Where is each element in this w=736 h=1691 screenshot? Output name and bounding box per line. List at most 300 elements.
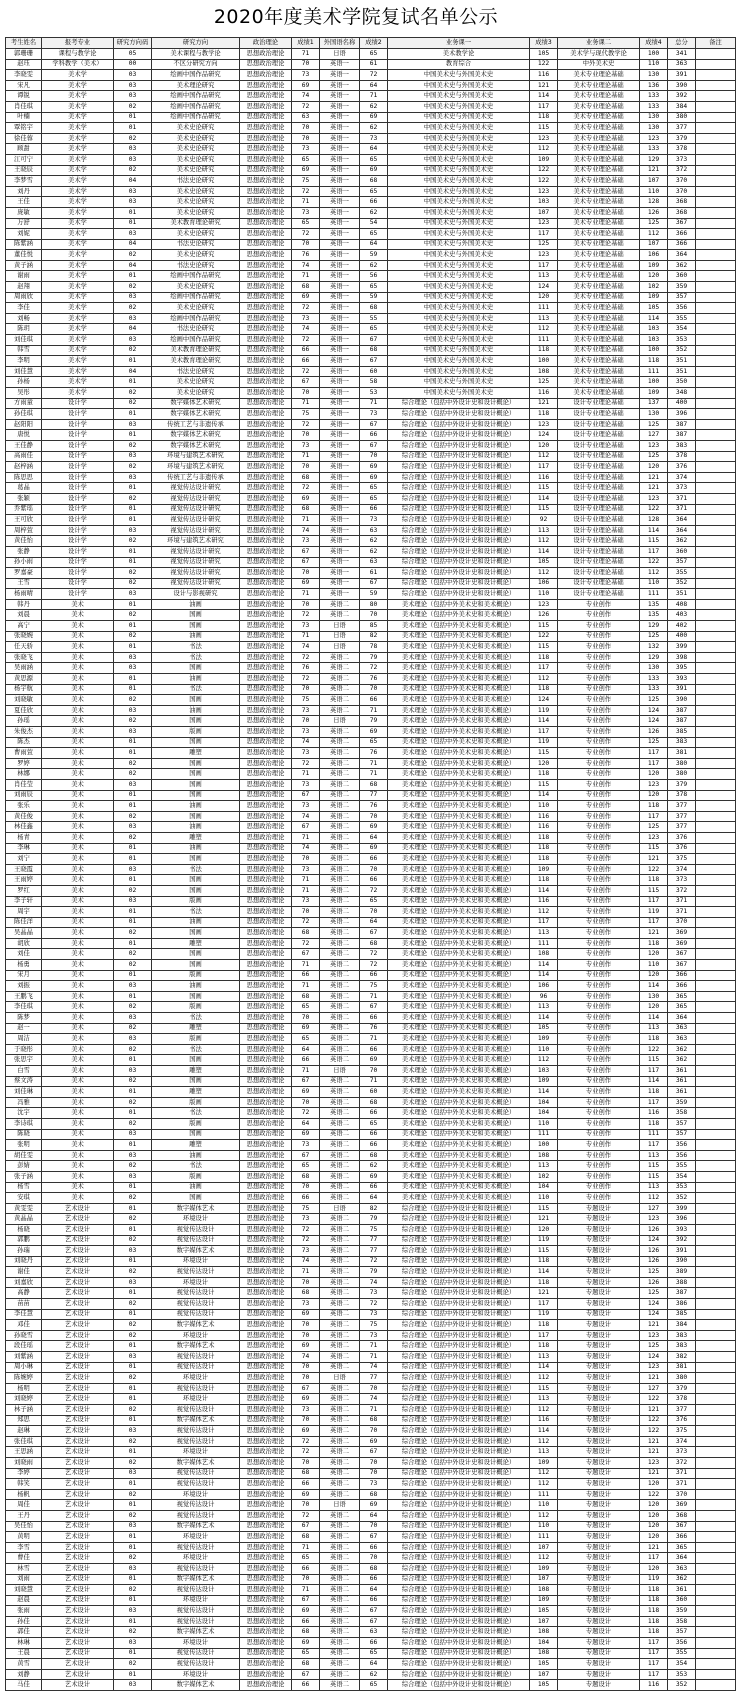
table-cell: 美术专业理论基础 xyxy=(558,250,640,261)
table-cell: 69 xyxy=(292,1426,320,1437)
table-cell: 思想政治理论 xyxy=(240,515,292,526)
table-cell xyxy=(696,631,736,642)
table-cell: 李雪 xyxy=(6,1542,42,1553)
table-cell: 思想政治理论 xyxy=(240,885,292,896)
table-cell: 思想政治理论 xyxy=(240,642,292,653)
table-cell: 美术 xyxy=(42,1023,114,1034)
table-row xyxy=(6,409,736,420)
table-cell: 359 xyxy=(668,282,696,293)
table-cell: 114 xyxy=(530,885,558,896)
table-cell: 综合理论（包括中外设计史和设计概论） xyxy=(388,483,530,494)
table-cell: 数字媒体艺术 xyxy=(152,1574,240,1585)
table-cell: 115 xyxy=(640,843,668,854)
table-cell: 03 xyxy=(114,1171,152,1182)
table-cell xyxy=(696,1659,736,1670)
table-cell: 设计学 xyxy=(42,568,114,579)
table-cell: 118 xyxy=(530,1277,558,1288)
table-cell: 日语 xyxy=(320,1373,360,1384)
table-cell: 72 xyxy=(360,885,388,896)
table-cell: 刘雨辰 xyxy=(6,790,42,801)
table-cell: 118 xyxy=(530,409,558,420)
table-cell: 68 xyxy=(360,1489,388,1500)
table-cell: 123 xyxy=(530,186,558,197)
table-cell: 赵一 xyxy=(6,1023,42,1034)
table-cell: 英语二 xyxy=(320,1383,360,1394)
table-cell: 356 xyxy=(668,1140,696,1151)
table-cell xyxy=(696,260,736,271)
table-cell: 376 xyxy=(668,1415,696,1426)
table-row xyxy=(6,49,736,60)
table-cell: 孙瑶 xyxy=(6,716,42,727)
table-cell: 美术 xyxy=(42,938,114,949)
table-row xyxy=(6,568,736,579)
table-cell: 125 xyxy=(640,451,668,462)
table-cell: 76 xyxy=(292,663,320,674)
table-cell: 353 xyxy=(668,1182,696,1193)
table-cell: 英语一 xyxy=(320,546,360,557)
table-cell: 71 xyxy=(360,1341,388,1352)
table-cell: 杨雪 xyxy=(6,1182,42,1193)
table-cell: 美术专业理论基础 xyxy=(558,112,640,123)
table-cell: 王可欣 xyxy=(6,515,42,526)
table-cell: 03 xyxy=(114,154,152,165)
table-cell: 周洁 xyxy=(6,1034,42,1045)
table-cell: 美术理论（包括中外美术史和美术概论） xyxy=(388,864,530,875)
table-cell: 121 xyxy=(640,1320,668,1331)
table-cell: 01 xyxy=(114,907,152,918)
table-cell: 美术学 xyxy=(42,335,114,346)
table-cell xyxy=(696,356,736,367)
table-cell: 69 xyxy=(292,1129,320,1140)
table-cell: 66 xyxy=(360,504,388,515)
table-cell: 美术 xyxy=(42,1129,114,1140)
table-row xyxy=(6,917,736,928)
table-cell: 专题设计 xyxy=(558,1246,640,1257)
table-cell: 思想政治理论 xyxy=(240,1171,292,1182)
table-cell: 思想政治理论 xyxy=(240,271,292,282)
table-cell: 思想政治理论 xyxy=(240,705,292,716)
table-cell: 120 xyxy=(640,1532,668,1543)
table-cell: 69 xyxy=(292,292,320,303)
table-cell: 110 xyxy=(640,578,668,589)
table-cell: 专题设计 xyxy=(558,1224,640,1235)
table-cell: 肖佳琪 xyxy=(6,101,42,112)
table-cell: 英语二 xyxy=(320,1426,360,1437)
table-cell: 359 xyxy=(668,1097,696,1108)
table-cell: 日语 xyxy=(320,1066,360,1077)
table-cell xyxy=(696,377,736,388)
table-cell: 391 xyxy=(668,1246,696,1257)
table-cell: 视觉传达设计 xyxy=(152,1352,240,1363)
table-cell: 书法史论研究 xyxy=(152,176,240,187)
table-row xyxy=(6,377,736,388)
table-cell: 艺术设计 xyxy=(42,1394,114,1405)
table-cell: 乔紫瑶 xyxy=(6,504,42,515)
table-cell: 思想政治理论 xyxy=(240,49,292,60)
table-cell: 372 xyxy=(668,1457,696,1468)
table-cell: 环境设计 xyxy=(152,1669,240,1680)
table-cell xyxy=(696,1436,736,1447)
table-cell: 艺术设计 xyxy=(42,1532,114,1543)
table-cell: 思想政治理论 xyxy=(240,207,292,218)
table-cell: 综合理论（包括中外设计史和设计概论） xyxy=(388,1203,530,1214)
table-cell: 油画 xyxy=(152,705,240,716)
table-cell xyxy=(696,440,736,451)
table-cell: 英语二 xyxy=(320,1616,360,1627)
table-cell: 专题设计 xyxy=(558,1563,640,1574)
table-cell: 思想政治理论 xyxy=(240,748,292,759)
table-cell: 中国美术史与外国美术史 xyxy=(388,377,530,388)
table-cell: 中国美术史与外国美术史 xyxy=(388,154,530,165)
table-cell: 396 xyxy=(668,409,696,420)
table-cell xyxy=(696,1394,736,1405)
table-cell: 专业创作 xyxy=(558,1013,640,1024)
table-cell: 73 xyxy=(292,705,320,716)
table-cell: 69 xyxy=(292,1606,320,1617)
table-cell: 73 xyxy=(292,1140,320,1151)
table-cell: 370 xyxy=(668,186,696,197)
table-cell: 美术 xyxy=(42,1002,114,1013)
table-cell xyxy=(696,991,736,1002)
table-cell: 思想政治理论 xyxy=(240,695,292,706)
table-cell: 英语二 xyxy=(320,991,360,1002)
table-cell: 思想政治理论 xyxy=(240,1638,292,1649)
table-cell: 72 xyxy=(292,101,320,112)
table-cell: 390 xyxy=(668,1256,696,1267)
table-cell: 周小琳 xyxy=(6,1362,42,1373)
table-cell: 视觉传达设计 xyxy=(152,1362,240,1373)
table-cell: 01 xyxy=(114,1309,152,1320)
table-cell: 美术理论（包括中外美术史和美术概论） xyxy=(388,811,530,822)
table-cell: 371 xyxy=(668,907,696,918)
table-cell: 英语一 xyxy=(320,133,360,144)
table-cell: 01 xyxy=(114,1394,152,1405)
table-cell xyxy=(696,896,736,907)
table-cell: 美术 xyxy=(42,674,114,685)
table-cell: 69 xyxy=(360,822,388,833)
table-cell: 71 xyxy=(360,1034,388,1045)
table-cell: 宋凡 xyxy=(6,80,42,91)
table-cell: 综合理论（包括中外设计史和设计概论） xyxy=(388,1352,530,1363)
table-cell: 03 xyxy=(114,1563,152,1574)
table-cell: 01 xyxy=(114,599,152,610)
table-cell: 02 xyxy=(114,568,152,579)
table-cell: 01 xyxy=(114,1532,152,1543)
table-cell xyxy=(696,1288,736,1299)
table-cell: 思想政治理论 xyxy=(240,483,292,494)
table-cell: 美术理论（包括中外美术史和美术概论） xyxy=(388,875,530,886)
table-cell: 01 xyxy=(114,1648,152,1659)
table-cell xyxy=(696,303,736,314)
table-row xyxy=(6,1203,736,1214)
table-cell: 综合理论（包括中外设计史和设计概论） xyxy=(388,1256,530,1267)
table-cell: 专业创作 xyxy=(558,779,640,790)
table-cell: 英语二 xyxy=(320,1457,360,1468)
table-cell xyxy=(696,197,736,208)
table-row xyxy=(6,981,736,992)
table-cell: 不区分研究方向 xyxy=(152,59,240,70)
table-cell: 胡佳雯 xyxy=(6,1150,42,1161)
table-cell: 艺术设计 xyxy=(42,1585,114,1596)
table-cell xyxy=(696,1341,736,1352)
table-cell: 102 xyxy=(530,1171,558,1182)
table-cell: 69 xyxy=(292,493,320,504)
table-row xyxy=(6,536,736,547)
table-cell: 郑思 xyxy=(6,1415,42,1426)
table-cell: 105 xyxy=(640,303,668,314)
table-cell: 373 xyxy=(668,154,696,165)
column-header: 业务课二 xyxy=(558,38,640,49)
table-cell: 126 xyxy=(640,727,668,738)
table-cell: 综合理论（包括中外设计史和设计概论） xyxy=(388,504,530,515)
table-cell: 国画 xyxy=(152,621,240,632)
table-cell: 130 xyxy=(640,70,668,81)
table-cell xyxy=(696,1150,736,1161)
table-cell: 英语二 xyxy=(320,1129,360,1140)
table-cell xyxy=(696,610,736,621)
table-cell: 美术史论研究 xyxy=(152,303,240,314)
table-cell: 环境设计 xyxy=(152,1638,240,1649)
table-cell xyxy=(696,1087,736,1098)
table-cell: 02 xyxy=(114,1299,152,1310)
table-cell: 专业创作 xyxy=(558,1066,640,1077)
table-cell: 艺术设计 xyxy=(42,1214,114,1225)
table-cell: 03 xyxy=(114,1638,152,1649)
table-cell: 67 xyxy=(360,1447,388,1458)
table-cell: 思想政治理论 xyxy=(240,1447,292,1458)
table-cell: 119 xyxy=(530,1235,558,1246)
table-cell: 英语二 xyxy=(320,960,360,971)
table-cell: 综合理论（包括中外设计史和设计概论） xyxy=(388,1246,530,1257)
table-cell: 63 xyxy=(360,525,388,536)
table-cell: 121 xyxy=(530,1288,558,1299)
table-cell: 387 xyxy=(668,705,696,716)
table-cell: 思想政治理论 xyxy=(240,133,292,144)
table-cell: 英语一 xyxy=(320,101,360,112)
table-cell: 70 xyxy=(292,1457,320,1468)
table-cell: 122 xyxy=(640,1415,668,1426)
table-cell: 思想政治理论 xyxy=(240,1457,292,1468)
table-cell: 122 xyxy=(640,504,668,515)
table-cell: 02 xyxy=(114,1076,152,1087)
table-cell: 专题设计 xyxy=(558,1648,640,1659)
table-cell xyxy=(696,1224,736,1235)
table-row xyxy=(6,779,736,790)
table-cell: 367 xyxy=(668,1521,696,1532)
table-cell xyxy=(696,176,736,187)
table-cell: 110 xyxy=(530,1044,558,1055)
table-cell: 65 xyxy=(292,218,320,229)
table-cell: 02 xyxy=(114,440,152,451)
table-cell: 69 xyxy=(292,165,320,176)
table-cell: 02 xyxy=(114,928,152,939)
table-cell: 李明 xyxy=(6,356,42,367)
table-cell xyxy=(696,589,736,600)
table-cell: 专业创作 xyxy=(558,875,640,886)
table-cell xyxy=(696,112,736,123)
table-cell: 英语一 xyxy=(320,440,360,451)
table-cell: 英语二 xyxy=(320,1256,360,1267)
table-cell: 70 xyxy=(292,1013,320,1024)
table-cell: 02 xyxy=(114,1457,152,1468)
table-cell: 思想政治理论 xyxy=(240,112,292,123)
table-cell: 70 xyxy=(292,133,320,144)
table-cell: 118 xyxy=(530,843,558,854)
table-cell: 121 xyxy=(640,1405,668,1416)
table-cell: 72 xyxy=(292,1447,320,1458)
table-cell: 英语一 xyxy=(320,377,360,388)
table-cell: 艺术设计 xyxy=(42,1341,114,1352)
table-cell: 122 xyxy=(640,1426,668,1437)
table-row xyxy=(6,292,736,303)
table-cell: 美术 xyxy=(42,1193,114,1204)
table-cell: 361 xyxy=(668,1076,696,1087)
table-cell: 120 xyxy=(640,1510,668,1521)
table-cell: 综合理论（包括中外设计史和设计概论） xyxy=(388,578,530,589)
table-cell: 132 xyxy=(640,642,668,653)
table-cell: 思想政治理论 xyxy=(240,864,292,875)
table-cell: 115 xyxy=(530,504,558,515)
table-row xyxy=(6,663,736,674)
table-row xyxy=(6,1288,736,1299)
table-cell: 64 xyxy=(360,1659,388,1670)
table-cell: 思想政治理论 xyxy=(240,1616,292,1627)
table-cell: 121 xyxy=(640,928,668,939)
table-cell xyxy=(696,1320,736,1331)
table-cell: 美术理论（包括中外美术史和美术概论） xyxy=(388,1066,530,1077)
table-cell: 127 xyxy=(640,430,668,441)
table-cell: 65 xyxy=(292,1002,320,1013)
table-cell: 专业创作 xyxy=(558,938,640,949)
table-cell: 363 xyxy=(668,1034,696,1045)
table-cell: 美术理论（包括中外美术史和美术概论） xyxy=(388,896,530,907)
table-cell: 69 xyxy=(292,1023,320,1034)
table-cell: 思想政治理论 xyxy=(240,1362,292,1373)
table-cell: 118 xyxy=(640,1595,668,1606)
table-cell: 363 xyxy=(668,1023,696,1034)
table-cell: 109 xyxy=(640,388,668,399)
table-cell: 综合理论（包括中外设计史和设计概论） xyxy=(388,1320,530,1331)
table-cell: 120 xyxy=(640,790,668,801)
table-cell: 130 xyxy=(640,991,668,1002)
table-cell: 117 xyxy=(530,260,558,271)
table-cell: 专题设计 xyxy=(558,1362,640,1373)
table-cell: 专业创作 xyxy=(558,642,640,653)
table-cell: 03 xyxy=(114,1150,152,1161)
table-cell: 思想政治理论 xyxy=(240,621,292,632)
table-cell xyxy=(696,409,736,420)
table-cell: 综合理论（包括中外设计史和设计概论） xyxy=(388,1510,530,1521)
table-cell: 视觉传达设计 xyxy=(152,1542,240,1553)
table-cell: 73 xyxy=(292,1405,320,1416)
table-cell: 美术专业理论基础 xyxy=(558,218,640,229)
table-cell: 67 xyxy=(292,1521,320,1532)
table-cell: 63 xyxy=(360,1627,388,1638)
table-cell: 美术理论（包括中外美术史和美术概论） xyxy=(388,1034,530,1045)
table-cell: 英语一 xyxy=(320,91,360,102)
table-cell: 112 xyxy=(530,1479,558,1490)
table-cell: 01 xyxy=(114,123,152,134)
table-cell: 71 xyxy=(292,981,320,992)
table-cell xyxy=(696,1203,736,1214)
table-cell: 71 xyxy=(360,769,388,780)
table-cell: 133 xyxy=(640,684,668,695)
table-cell: 64 xyxy=(360,239,388,250)
table-cell: 120 xyxy=(640,271,668,282)
table-cell: 388 xyxy=(668,1277,696,1288)
table-cell: 肖佳莹 xyxy=(6,779,42,790)
table-cell: 设计专业理论基础 xyxy=(558,525,640,536)
table-cell: 美术专业理论基础 xyxy=(558,260,640,271)
table-row xyxy=(6,80,736,91)
table-cell: 美术理论（包括中外美术史和美术概论） xyxy=(388,621,530,632)
column-header: 研究方向 xyxy=(152,38,240,49)
table-cell: 绘画中国作品研究 xyxy=(152,271,240,282)
table-cell: 69 xyxy=(360,462,388,473)
table-cell xyxy=(696,557,736,568)
table-cell: 71 xyxy=(292,451,320,462)
table-cell: 69 xyxy=(360,472,388,483)
table-cell: 62 xyxy=(360,207,388,218)
table-cell: 艺术设计 xyxy=(42,1330,114,1341)
table-cell: 美术理论（包括中外美术史和美术概论） xyxy=(388,981,530,992)
table-cell: 英语二 xyxy=(320,981,360,992)
table-cell: 109 xyxy=(530,1076,558,1087)
table-cell: 362 xyxy=(668,1044,696,1055)
table-cell: 美术专业理论基础 xyxy=(558,154,640,165)
table-cell: 377 xyxy=(668,801,696,812)
table-cell: 设计专业理论基础 xyxy=(558,451,640,462)
table-cell: 133 xyxy=(640,674,668,685)
table-cell: 英语二 xyxy=(320,1627,360,1638)
table-row xyxy=(6,1341,736,1352)
table-cell: 114 xyxy=(530,790,558,801)
table-cell: 综合理论（包括中外设计史和设计概论） xyxy=(388,1489,530,1500)
table-cell: 美术学 xyxy=(42,239,114,250)
table-cell: 美术 xyxy=(42,758,114,769)
table-cell: 苗苗 xyxy=(6,1299,42,1310)
table-cell: 112 xyxy=(530,1405,558,1416)
table-cell: 02 xyxy=(114,1330,152,1341)
table-cell: 视觉传达设计 xyxy=(152,1616,240,1627)
table-cell: 美术 xyxy=(42,1161,114,1172)
table-cell: 396 xyxy=(668,1214,696,1225)
table-cell: 蔡文涛 xyxy=(6,1076,42,1087)
table-cell: 117 xyxy=(640,1669,668,1680)
table-cell: 118 xyxy=(640,1606,668,1617)
table-cell: 思想政治理论 xyxy=(240,822,292,833)
table-cell: 视觉传达设计研究 xyxy=(152,546,240,557)
table-cell: 67 xyxy=(360,1002,388,1013)
table-cell: 王鹏飞 xyxy=(6,991,42,1002)
table-cell xyxy=(696,1426,736,1437)
table-cell: 专题设计 xyxy=(558,1669,640,1680)
table-cell: 美术 xyxy=(42,1150,114,1161)
table-cell: 雕塑 xyxy=(152,938,240,949)
table-cell: 思想政治理论 xyxy=(240,1214,292,1225)
table-cell: 英语二 xyxy=(320,1659,360,1670)
table-cell: 124 xyxy=(640,1299,668,1310)
table-cell: 综合理论（包括中外设计史和设计概论） xyxy=(388,536,530,547)
table-cell: 133 xyxy=(640,144,668,155)
table-cell xyxy=(696,949,736,960)
table-cell: 02 xyxy=(114,695,152,706)
table-cell: 综合理论（包括中外设计史和设计概论） xyxy=(388,1669,530,1680)
table-cell: 美术学 xyxy=(42,388,114,399)
table-cell: 版画 xyxy=(152,1118,240,1129)
table-cell: 366 xyxy=(668,1532,696,1543)
table-cell: 美术理论（包括中外美术史和美术概论） xyxy=(388,1171,530,1182)
